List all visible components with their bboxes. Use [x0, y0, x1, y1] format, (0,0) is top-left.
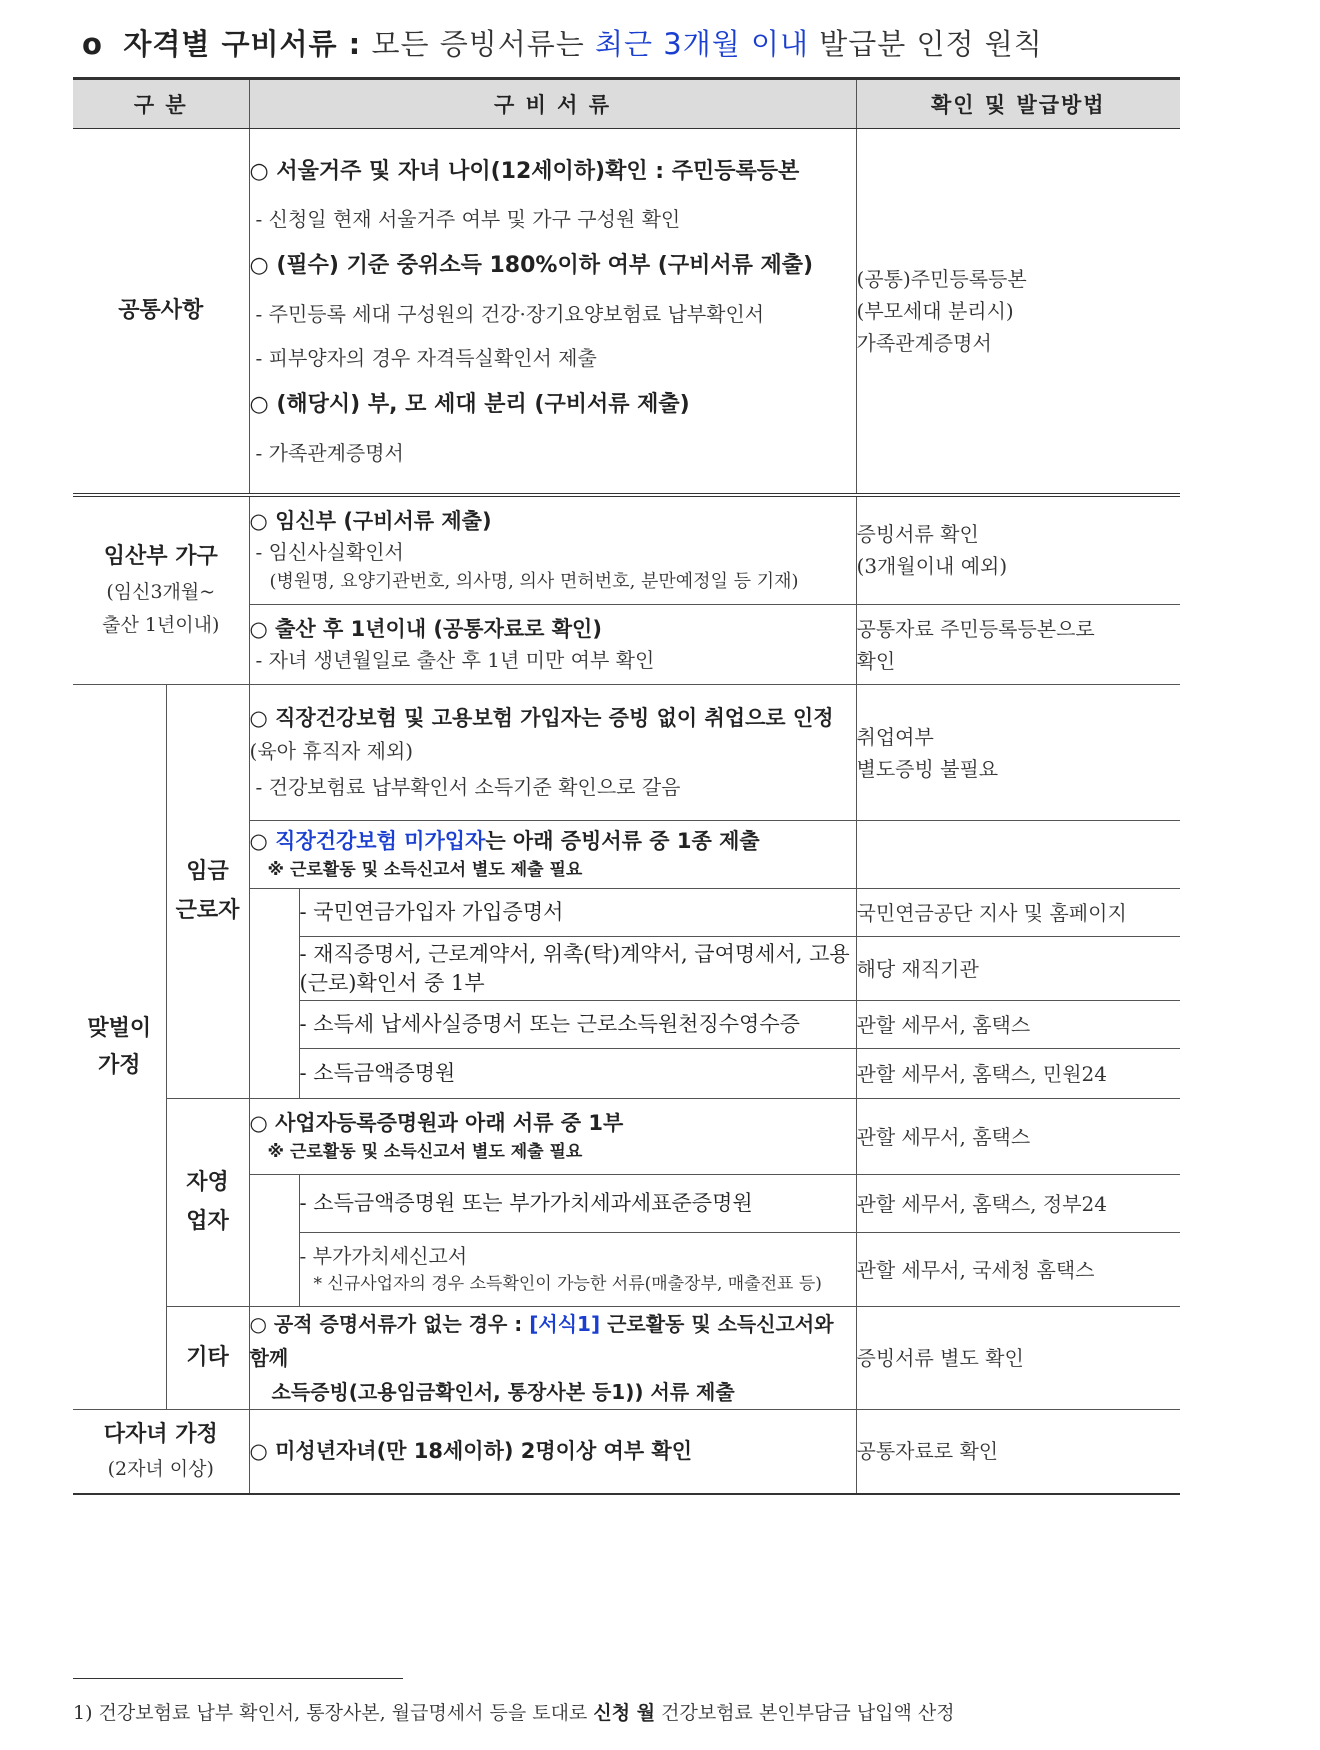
- wage-doc-2: - 재직증명서, 근로계약서, 위촉(탁)계약서, 급여명세서, 고용(근로)확인서 중 1부: [299, 937, 856, 1001]
- self-doc-2: [299, 1233, 856, 1307]
- self-docs: [249, 1099, 856, 1175]
- common-item-4: - 주민등록 세대 구성원의 건강·장기요양보험료 납부확인서: [255, 302, 765, 327]
- category-pregnant: [73, 495, 249, 685]
- wage-doc-1: - 국민연금가입자 가입증명서: [299, 889, 856, 937]
- wage-uninsured-note: ※ 근로활동 및 소득신고서 별도 제출 필요: [267, 860, 583, 881]
- pregnant-sub1: (임신3개월~: [106, 580, 216, 603]
- table-row-etc: [73, 1307, 1180, 1410]
- category-dual: [73, 685, 166, 1410]
- etc-title-post: 근로활동 및 소득신고서와 함께: [249, 1312, 834, 1370]
- table-header-row: [73, 79, 1180, 129]
- etc-title-pre: ○ 공적 증명서류가 없는 경우 :: [249, 1312, 530, 1336]
- multi-doc: ○ 미성년자녀(만 18세이하) 2명이상 여부 확인: [249, 1438, 692, 1463]
- table-row-common: [73, 129, 1180, 495]
- wage-uninsured-pre: ○: [249, 829, 276, 854]
- multi-docs: [249, 1410, 856, 1494]
- self-doc-2-text: - 부가가치세신고서: [299, 1244, 468, 1269]
- self-label-1: 자영: [186, 1170, 229, 1195]
- subcategory-etc: 기타: [166, 1307, 249, 1410]
- etc-method: 증빙서류 별도 확인: [856, 1307, 1180, 1410]
- wage-doc-4-method: 관할 세무서, 홈택스, 민원24: [856, 1049, 1180, 1099]
- wage-insured-docs: [249, 685, 856, 821]
- etc-docs: [249, 1307, 856, 1410]
- table-row-wage-1: [73, 685, 1180, 821]
- section-heading: [82, 22, 1043, 63]
- wage-label-2: 근로자: [175, 897, 240, 923]
- birth-title: ○ 출산 후 1년이내 (공통자료로 확인): [249, 616, 602, 641]
- self-note: ※ 근로활동 및 소득신고서 별도 제출 필요: [267, 1142, 583, 1163]
- wage-uninsured-post: 는 아래 증빙서류 중 1종 제출: [485, 829, 760, 854]
- pregnant-sub2: 출산 1년이내): [102, 613, 220, 636]
- common-docs: [249, 129, 856, 495]
- self-doc-2-note: * 신규사업자의 경우 소득확인이 가능한 서류(매출장부, 매출전표 등): [313, 1274, 822, 1295]
- pregnant-label: 임산부 가구: [103, 544, 218, 570]
- wage-uninsured-method: [856, 821, 1180, 889]
- header-documents: 구 비 서 류: [249, 79, 856, 129]
- heading-bullet: o: [82, 27, 103, 61]
- table-row-multi: [73, 1410, 1180, 1494]
- common-method: [856, 129, 1180, 495]
- footnote-divider: [73, 1678, 403, 1679]
- multi-label: 다자녀 가정: [103, 1421, 218, 1447]
- self-docs-spacer: [249, 1175, 299, 1307]
- etc-title-blue: [서식1]: [529, 1312, 601, 1336]
- wage-insured-method-2: 별도증빙 불필요: [856, 756, 999, 781]
- multi-method: 공통자료로 확인: [856, 1410, 1180, 1494]
- footnote-post: 건강보험료 본인부담금 납입액 산정: [661, 1702, 955, 1724]
- pregnant-docs: [249, 495, 856, 605]
- footnote-bold: 신청 월: [593, 1702, 656, 1724]
- header-method: 확인 및 발급방법: [856, 79, 1180, 129]
- wage-label-1: 임금: [186, 859, 229, 884]
- pregnant-line1: - 임신사실확인서: [255, 540, 404, 565]
- pregnant-method-2: (3개월이내 예외): [856, 554, 1008, 579]
- heading-text1: 모든 증빙서류는: [371, 27, 585, 61]
- common-item-1: ○ 서울거주 및 자녀 나이(12세이하)확인 : 주민등록등본: [249, 158, 800, 184]
- wage-insured-tail: (육아 휴직자 제외): [249, 739, 414, 763]
- self-doc-1-method: 관할 세무서, 홈택스, 정부24: [856, 1175, 1180, 1233]
- header-category: 구 분: [73, 79, 249, 129]
- heading-highlight: 최근 3개월 이내: [595, 27, 810, 61]
- wage-uninsured-docs: [249, 821, 856, 889]
- birth-method-1: 공통자료 주민등록등본으로: [856, 616, 1095, 641]
- common-method-2: (부모세대 분리시): [856, 298, 1014, 323]
- pregnant-method-1: 증빙서류 확인: [856, 522, 979, 547]
- pregnant-title: ○ 임신부 (구비서류 제출): [249, 508, 492, 533]
- subcategory-wage: [166, 685, 249, 1099]
- wage-doc-3: - 소득세 납세사실증명서 또는 근로소득원천징수영수증: [299, 1001, 856, 1049]
- common-method-1: (공통)주민등록등본: [856, 266, 1027, 291]
- footnote: [73, 1698, 955, 1725]
- table-row-pregnant-1: [73, 495, 1180, 605]
- wage-doc-3-method: 관할 세무서, 홈택스: [856, 1001, 1180, 1049]
- category-common: 공통사항: [73, 129, 249, 495]
- heading-text2: 발급분 인정 원칙: [819, 27, 1043, 61]
- self-method: 관할 세무서, 홈택스: [856, 1099, 1180, 1175]
- wage-insured-method: [856, 685, 1180, 821]
- footnote-pre: 1) 건강보험료 납부 확인서, 통장사본, 월급명세서 등을 토대로: [73, 1702, 588, 1724]
- common-item-2: - 신청일 현재 서울거주 여부 및 가구 구성원 확인: [255, 207, 681, 232]
- wage-insured-title: ○ 직장건강보험 및 고용보험 가입자는 증빙 없이 취업으로 인정: [249, 706, 834, 731]
- wage-doc-4: - 소득금액증명원: [299, 1049, 856, 1099]
- wage-docs-spacer: [249, 889, 299, 1099]
- subcategory-self: [166, 1099, 249, 1307]
- wage-insured-line1: - 건강보험료 납부확인서 소득기준 확인으로 갈음: [255, 774, 681, 799]
- self-doc-1: - 소득금액증명원 또는 부가가치세과세표준증명원: [299, 1175, 856, 1233]
- wage-doc-2-method: 해당 재직기관: [856, 937, 1180, 1001]
- common-item-5: - 피부양자의 경우 자격득실확인서 제출: [255, 346, 597, 371]
- birth-line1: - 자녀 생년월일로 출산 후 1년 미만 여부 확인: [255, 648, 655, 673]
- etc-title-line2: 소득증빙(고용임금확인서, 통장사본 등1)) 서류 제출: [271, 1380, 735, 1404]
- self-title: ○ 사업자등록증명원과 아래 서류 중 1부: [249, 1111, 624, 1136]
- birth-docs: [249, 605, 856, 685]
- heading-title: 자격별 구비서류 :: [123, 27, 362, 61]
- pregnant-line2: (병원명, 요양기관번호, 의사명, 의사 면허번호, 분만예정일 등 기재): [269, 571, 799, 593]
- documents-table: [73, 77, 1180, 1495]
- dual-label-2: 가정: [97, 1053, 141, 1078]
- birth-method-2: 확인: [856, 648, 896, 673]
- multi-sub: (2자녀 이상): [107, 1458, 214, 1481]
- birth-method: [856, 605, 1180, 685]
- common-item-3: ○ (필수) 기준 중위소득 180%이하 여부 (구비서류 제출): [249, 253, 814, 279]
- table-row-self-1: [73, 1099, 1180, 1175]
- wage-insured-method-1: 취업여부: [856, 724, 934, 749]
- common-method-3: 가족관계증명서: [856, 330, 992, 355]
- wage-doc-1-method: 국민연금공단 지사 및 홈페이지: [856, 889, 1180, 937]
- self-label-2: 업자: [186, 1208, 229, 1234]
- dual-label-1: 맞벌이: [87, 1015, 152, 1041]
- wage-uninsured-blue: 직장건강보험 미가입자: [275, 829, 486, 854]
- common-item-7: - 가족관계증명서: [255, 440, 404, 465]
- category-multi: [73, 1410, 249, 1494]
- common-item-6: ○ (해당시) 부, 모 세대 분리 (구비서류 제출): [249, 392, 690, 418]
- pregnant-method: [856, 495, 1180, 605]
- self-doc-2-method: 관할 세무서, 국세청 홈택스: [856, 1233, 1180, 1307]
